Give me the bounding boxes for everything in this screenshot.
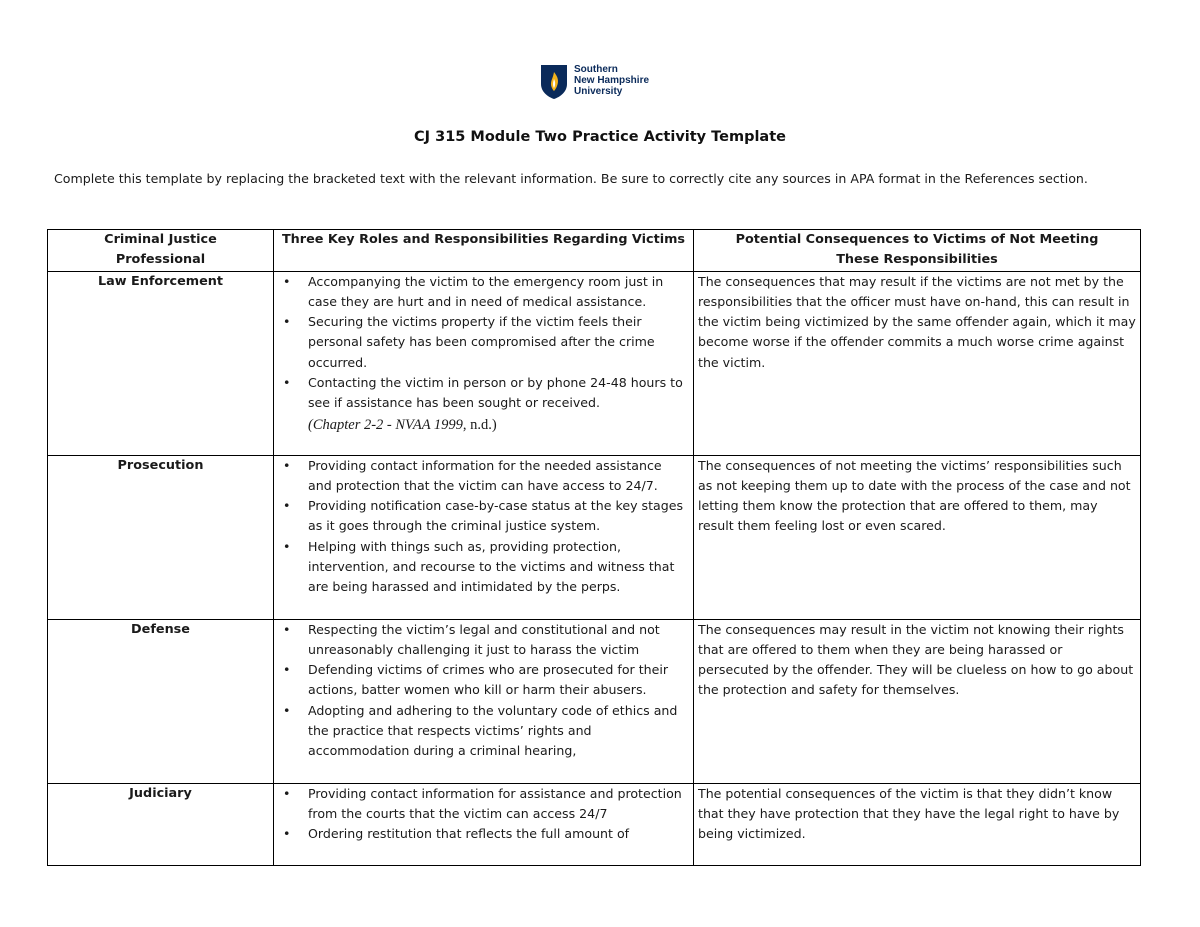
table-row <box>48 455 1141 619</box>
logo-line-1: Southern <box>574 64 618 75</box>
page-title: CJ 315 Module Two Practice Activity Template <box>414 129 786 145</box>
roles-cell <box>274 455 694 619</box>
roles-cell <box>274 271 694 455</box>
snhu-logo <box>540 64 649 100</box>
table-row <box>48 619 1141 783</box>
list-item: • Securing the victims property if the victim feels their personal safety has been compromised after the crime occurred. <box>274 312 689 373</box>
citation-italic: (Chapter 2-2 - NVAA 1999 <box>308 416 463 433</box>
professional-cell: Law Enforcement <box>48 271 274 455</box>
list-item: • Providing contact information for assistance and protection from the courts that the victim can access 24/7 <box>274 784 689 825</box>
list-item: • Ordering restitution that reflects the full amount of <box>274 824 689 844</box>
header-professional: Criminal Justice Professional <box>48 230 274 272</box>
logo-wordmark <box>574 64 649 97</box>
activity-table <box>47 229 1141 866</box>
citation-rest: , n.d.) <box>462 416 497 433</box>
consequences-cell: The consequences that may result if the victims are not met by the responsibilities that the officer must have on-hand, this can result in the victim being victimized by the same offender again, which it may become worse if the offender commits a much worse crime against the victim. <box>694 271 1141 455</box>
professional-cell: Defense <box>48 619 274 783</box>
roles-cell <box>274 783 694 865</box>
list-item: • Adopting and adhering to the voluntary code of ethics and the practice that respects victims’ rights and accommodation during a criminal hearing, <box>274 701 689 762</box>
list-item: • Helping with things such as, providing protection, intervention, and recourse to the victims and witness that are being harassed and intimidated by the perps. <box>274 537 689 598</box>
list-item: • Accompanying the victim to the emergency room just in case they are hurt and in need of medical assistance. <box>274 272 689 313</box>
professional-cell: Prosecution <box>48 455 274 619</box>
consequences-cell: The potential consequences of the victim is that they didn’t know that they have protection that they have the legal right to have by being victimized. <box>694 783 1141 865</box>
table-row <box>48 783 1141 865</box>
list-item: • Providing contact information for the needed assistance and protection that the victim can have access to 24/7. <box>274 456 689 497</box>
table-header-row <box>48 230 1141 272</box>
roles-list <box>274 784 689 845</box>
list-item: • Providing notification case-by-case status at the key stages as it goes through the criminal justice system. <box>274 496 689 537</box>
list-item: • Contacting the victim in person or by phone 24-48 hours to see if assistance has been sought or received. <box>274 373 689 414</box>
citation <box>274 414 689 436</box>
logo-line-3: University <box>574 86 623 97</box>
header-roles: Three Key Roles and Responsibilities Regarding Victims <box>274 230 694 272</box>
header-consequences: Potential Consequences to Victims of Not Meeting These Responsibilities <box>694 230 1141 272</box>
professional-cell: Judiciary <box>48 783 274 865</box>
table-row <box>48 271 1141 455</box>
list-item: • Respecting the victim’s legal and constitutional and not unreasonably challenging it just to harass the victim <box>274 620 689 661</box>
list-item: • Defending victims of crimes who are prosecuted for their actions, batter women who kill or harm their abusers. <box>274 660 689 701</box>
roles-list <box>274 456 689 598</box>
intro-text: Complete this template by replacing the bracketed text with the relevant information. Be sure to correctly cite any sources in APA format in the References section. <box>54 171 1088 186</box>
roles-cell <box>274 619 694 783</box>
shield-flame-icon <box>540 64 568 100</box>
logo-line-2: New Hampshire <box>574 75 650 86</box>
consequences-cell: The consequences may result in the victim not knowing their rights that are offered to them when they are being harassed or persecuted by the offender. They will be clueless on how to go about the protection and safety for themselves. <box>694 619 1141 783</box>
roles-list <box>274 272 689 414</box>
consequences-cell: The consequences of not meeting the victims’ responsibilities such as not keeping them up to date with the process of the case and not letting them know the protection that are offered to them, may result them feeling lost or even scared. <box>694 455 1141 619</box>
roles-list <box>274 620 689 762</box>
